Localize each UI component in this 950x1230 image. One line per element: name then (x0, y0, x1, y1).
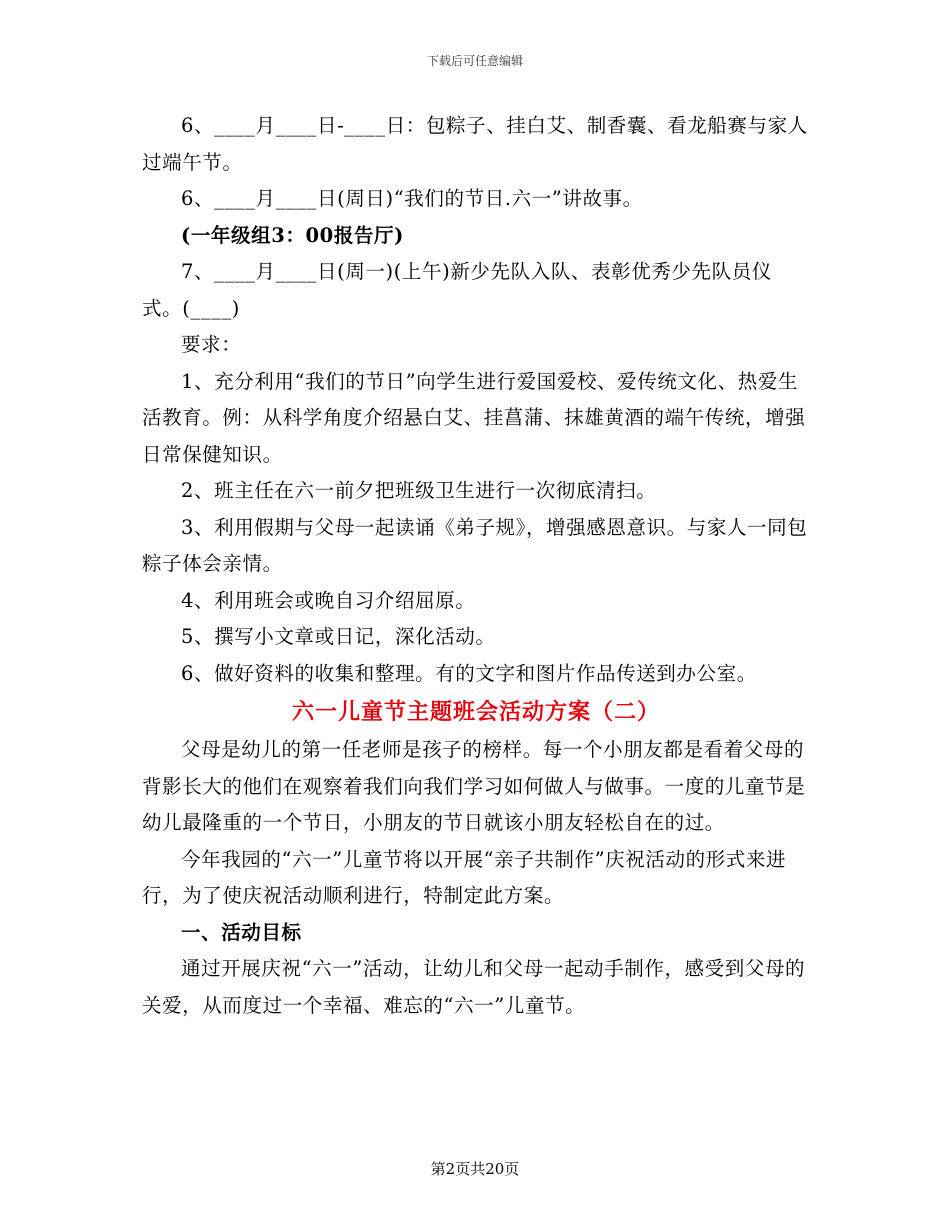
document-body (142, 108, 810, 1024)
paragraph-intro-parents: 父母是幼儿的第一任老师是孩子的榜样。每一个小朋友都是看着父母的背影长大的他们在观察着我们向我们学习如何做人与做事。一度的儿童节是幼儿最隆重的一个节日，小朋友的节日就该小朋友轻松自在的过。 (142, 738, 806, 834)
paragraph-requirement-6: 6、做好资料的收集和整理。有的文字和图片作品传送到办公室。 (181, 661, 757, 685)
section-title: 六一儿童节主题班会活动方案（二） (291, 699, 660, 725)
page-header: 下载后可任意编辑 (426, 54, 523, 68)
paragraph-requirement-5: 5、撰写小文章或日记，深化活动。 (181, 625, 496, 648)
page-footer: 第2页共20页 (430, 1160, 520, 1178)
paragraph-intro-plan: 今年我园的“六一”儿童节将以开展“亲子共制作”庆祝活动的形式来进行，为了使庆祝活动顺利进行，特制定此方案。 (142, 847, 787, 907)
paragraph-requirement-1: 1、充分利用“我们的节日”向学生进行爱国爱校、爱传统文化、热爱生活教育。例：从科学角度介绍悬白艾、挂菖蒲、抹雄黄酒的端午传统，增强日常保健知识。 (142, 369, 806, 466)
paragraph-activity-7: 7、____月____日(周一)(上午)新少先队入队、表彰优秀少先队员仪式。(____) (142, 260, 772, 320)
paragraph-activity-6b: 6、____月____日(周日)“我们的节日.六一”讲故事。 (181, 187, 643, 210)
paragraph-requirement-3: 3、利用假期与父母一起读诵《弟子规》，增强感恩意识。与家人一同包粽子体会亲情。 (142, 515, 808, 575)
paragraph-goal-text: 通过开展庆祝“六一”活动，让幼儿和父母一起动手制作，感受到父母的关爱，从而度过一个幸福、难忘的“六一”儿童节。 (142, 957, 806, 1017)
paragraph-requirement-4: 4、利用班会或晚自习介绍屈原。 (181, 588, 476, 612)
paragraph-requirements-label: 要求： (181, 333, 242, 356)
heading-activity-goal: 一、活动目标 (181, 920, 302, 944)
paragraph-grade-note: (一年级组3：00报告厅) (181, 223, 404, 247)
paragraph-activity-6a: 6、____月____日-____日：包粽子、挂白艾、制香囊、看龙船赛与家人过端午节。 (142, 114, 808, 174)
paragraph-requirement-2: 2、班主任在六一前夕把班级卫生进行一次彻底清扫。 (181, 479, 657, 502)
